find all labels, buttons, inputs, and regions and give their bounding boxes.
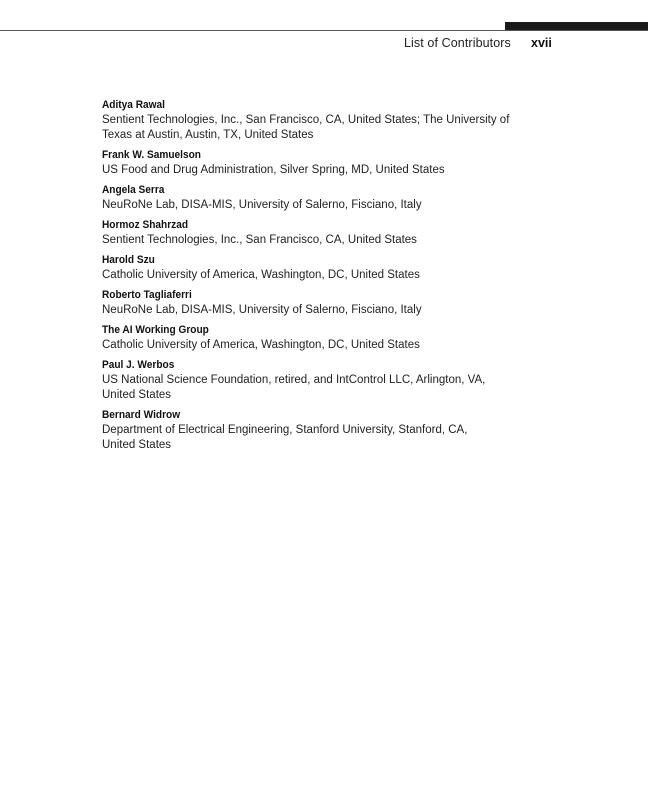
contributor-entry <box>102 183 522 213</box>
header-rule <box>0 30 648 31</box>
contributor-entry <box>102 253 522 283</box>
contributor-affiliation: US National Science Foundation, retired, and IntControl LLC, Arlington, VA, <box>102 374 486 386</box>
contributors-list <box>102 98 522 458</box>
contributor-entry <box>102 358 522 403</box>
contributor-name: Frank W. Samuelson <box>102 149 201 161</box>
contributor-affiliation: Sentient Technologies, Inc., San Francisco, CA, United States <box>102 234 417 246</box>
contributor-affiliation: US Food and Drug Administration, Silver Spring, MD, United States <box>102 164 445 176</box>
contributor-name: Aditya Rawal <box>102 99 165 111</box>
contributor-affiliation: United States <box>102 439 172 451</box>
contributor-affiliation: Catholic University of America, Washington, DC, United States <box>102 339 420 351</box>
contributor-name: Bernard Widrow <box>102 409 181 421</box>
contributor-affiliation: Texas at Austin, Austin, TX, United States <box>102 129 314 141</box>
contributor-affiliation: NeuRoNe Lab, DISA-MIS, University of Salerno, Fisciano, Italy <box>102 199 422 211</box>
contributor-affiliation: NeuRoNe Lab, DISA-MIS, University of Salerno, Fisciano, Italy <box>102 304 422 316</box>
running-title: List of Contributors <box>404 36 511 50</box>
contributor-affiliation: Sentient Technologies, Inc., San Francisco, CA, United States; The University of <box>102 114 510 126</box>
page-number: xvii <box>531 36 552 50</box>
contributor-affiliation: Catholic University of America, Washington, DC, United States <box>102 269 420 281</box>
contributor-entry <box>102 288 522 318</box>
contributor-name: Angela Serra <box>102 184 165 196</box>
contributor-name: Roberto Tagliaferri <box>102 289 192 301</box>
contributor-affiliation: United States <box>102 389 172 401</box>
contributor-entry <box>102 323 522 353</box>
contributor-entry <box>102 148 522 178</box>
contributor-name: The AI Working Group <box>102 324 209 336</box>
contributor-name: Harold Szu <box>102 254 155 266</box>
contributor-affiliation: Department of Electrical Engineering, Stanford University, Stanford, CA, <box>102 424 468 436</box>
contributor-name: Paul J. Werbos <box>102 359 175 371</box>
contributor-entry <box>102 408 522 453</box>
contributor-entry <box>102 98 522 143</box>
contributor-name: Hormoz Shahrzad <box>102 219 189 231</box>
contributor-entry <box>102 218 522 248</box>
